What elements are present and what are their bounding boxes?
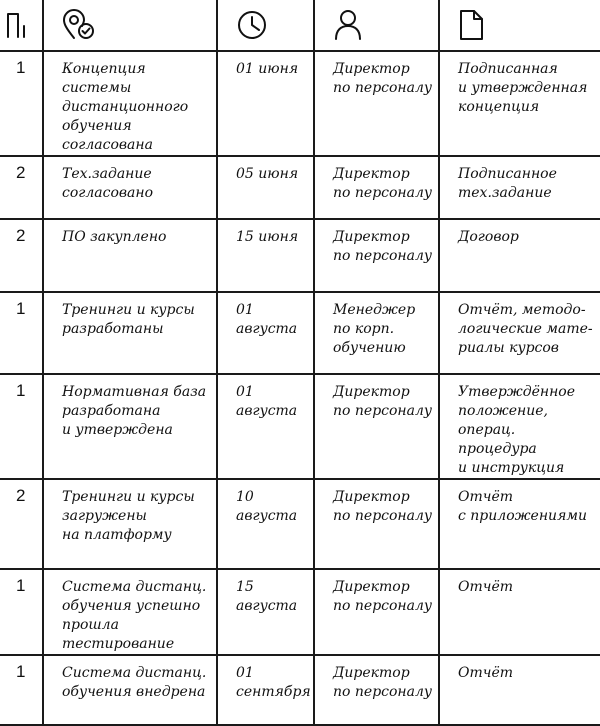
owner-cell <box>314 292 439 374</box>
milestone-text: Система дистанц. обучения успешно прошла тестирование <box>62 579 207 652</box>
owner-text: Директор по персоналу <box>333 489 433 524</box>
date-text: 01 июня <box>236 61 299 77</box>
table-row <box>0 292 600 374</box>
date-cell <box>217 51 314 156</box>
date-cell <box>217 292 314 374</box>
table-row <box>0 569 600 655</box>
priority-value: 1 <box>16 299 26 318</box>
date-cell <box>217 219 314 292</box>
result-text: Утверждённое положение, операц. процедура и инструкция <box>458 384 576 476</box>
milestone-cell <box>43 156 217 219</box>
table-row <box>0 374 600 479</box>
header-result <box>439 0 600 51</box>
result-text: Отчёт <box>458 665 514 681</box>
milestone-cell <box>43 655 217 725</box>
date-cell <box>217 655 314 725</box>
date-text: 05 июня <box>236 166 299 182</box>
priority-value: 1 <box>16 381 26 400</box>
result-text: Подписанное тех.задание <box>458 166 557 201</box>
milestone-text: Тех.задание согласовано <box>62 166 154 201</box>
milestone-cell <box>43 479 217 569</box>
result-cell <box>439 479 600 569</box>
result-cell <box>439 156 600 219</box>
header-owner <box>314 0 439 51</box>
priority-cell <box>0 219 43 292</box>
date-cell <box>217 479 314 569</box>
number-icon <box>6 10 32 40</box>
priority-cell <box>0 569 43 655</box>
result-cell <box>439 292 600 374</box>
priority-value: 1 <box>16 576 26 595</box>
owner-text: Директор по персоналу <box>333 61 433 96</box>
owner-cell <box>314 51 439 156</box>
result-cell <box>439 655 600 725</box>
table-row <box>0 479 600 569</box>
milestone-text: ПО закуплено <box>62 229 167 245</box>
result-cell <box>439 219 600 292</box>
result-text: Договор <box>458 229 519 245</box>
priority-cell <box>0 479 43 569</box>
milestone-cell <box>43 374 217 479</box>
milestone-text: Концепция системы дистанционного обучения согласована <box>62 61 189 153</box>
priority-value: 2 <box>16 226 26 245</box>
location-check-icon <box>62 9 96 41</box>
milestone-cell <box>43 51 217 156</box>
owner-cell <box>314 156 439 219</box>
owner-text: Директор по персоналу <box>333 665 433 700</box>
milestone-cell <box>43 569 217 655</box>
milestone-cell <box>43 219 217 292</box>
result-text: Отчёт, методо- логические мате- риалы курсов <box>458 302 593 356</box>
header-priority <box>0 0 43 51</box>
owner-text: Директор по персоналу <box>333 384 433 419</box>
priority-cell <box>0 51 43 156</box>
result-cell <box>439 569 600 655</box>
date-text: 01 сентября <box>236 665 311 700</box>
priority-cell <box>0 292 43 374</box>
result-text: Подписанная и утвержденная концепция <box>458 61 588 115</box>
table-row <box>0 655 600 725</box>
table-row <box>0 51 600 156</box>
clock-icon <box>236 9 270 41</box>
header-milestone <box>43 0 217 51</box>
milestone-cell <box>43 292 217 374</box>
priority-cell <box>0 156 43 219</box>
result-text: Отчёт с приложениями <box>458 489 587 524</box>
table-row <box>0 219 600 292</box>
person-icon <box>333 9 363 41</box>
date-cell <box>217 374 314 479</box>
priority-value: 2 <box>16 163 26 182</box>
priority-value: 1 <box>16 662 26 681</box>
owner-cell <box>314 479 439 569</box>
date-text: 10 августа <box>236 489 298 524</box>
result-text: Отчёт <box>458 579 514 595</box>
owner-cell <box>314 655 439 725</box>
document-icon <box>458 9 486 41</box>
milestone-text: Тренинги и курсы разработаны <box>62 302 195 337</box>
owner-cell <box>314 374 439 479</box>
date-text: 15 августа <box>236 579 298 614</box>
header-row <box>0 0 600 51</box>
result-cell <box>439 51 600 156</box>
date-cell <box>217 569 314 655</box>
owner-text: Директор по персоналу <box>333 229 433 264</box>
priority-cell <box>0 655 43 725</box>
priority-cell <box>0 374 43 479</box>
table-row <box>0 156 600 219</box>
priority-value: 2 <box>16 486 26 505</box>
owner-cell <box>314 569 439 655</box>
priority-value: 1 <box>16 58 26 77</box>
date-cell <box>217 156 314 219</box>
result-cell <box>439 374 600 479</box>
owner-text: Директор по персоналу <box>333 166 433 201</box>
header-date <box>217 0 314 51</box>
date-text: 01 августа <box>236 302 298 337</box>
owner-cell <box>314 219 439 292</box>
milestone-text: Система дистанц. обучения внедрена <box>62 665 207 700</box>
owner-text: Менеджер по корп. обучению <box>333 302 416 356</box>
date-text: 15 июня <box>236 229 299 245</box>
owner-text: Директор по персоналу <box>333 579 433 614</box>
milestone-text: Нормативная база разработана и утверждена <box>62 384 207 438</box>
milestone-text: Тренинги и курсы загружены на платформу <box>62 489 195 543</box>
date-text: 01 августа <box>236 384 298 419</box>
